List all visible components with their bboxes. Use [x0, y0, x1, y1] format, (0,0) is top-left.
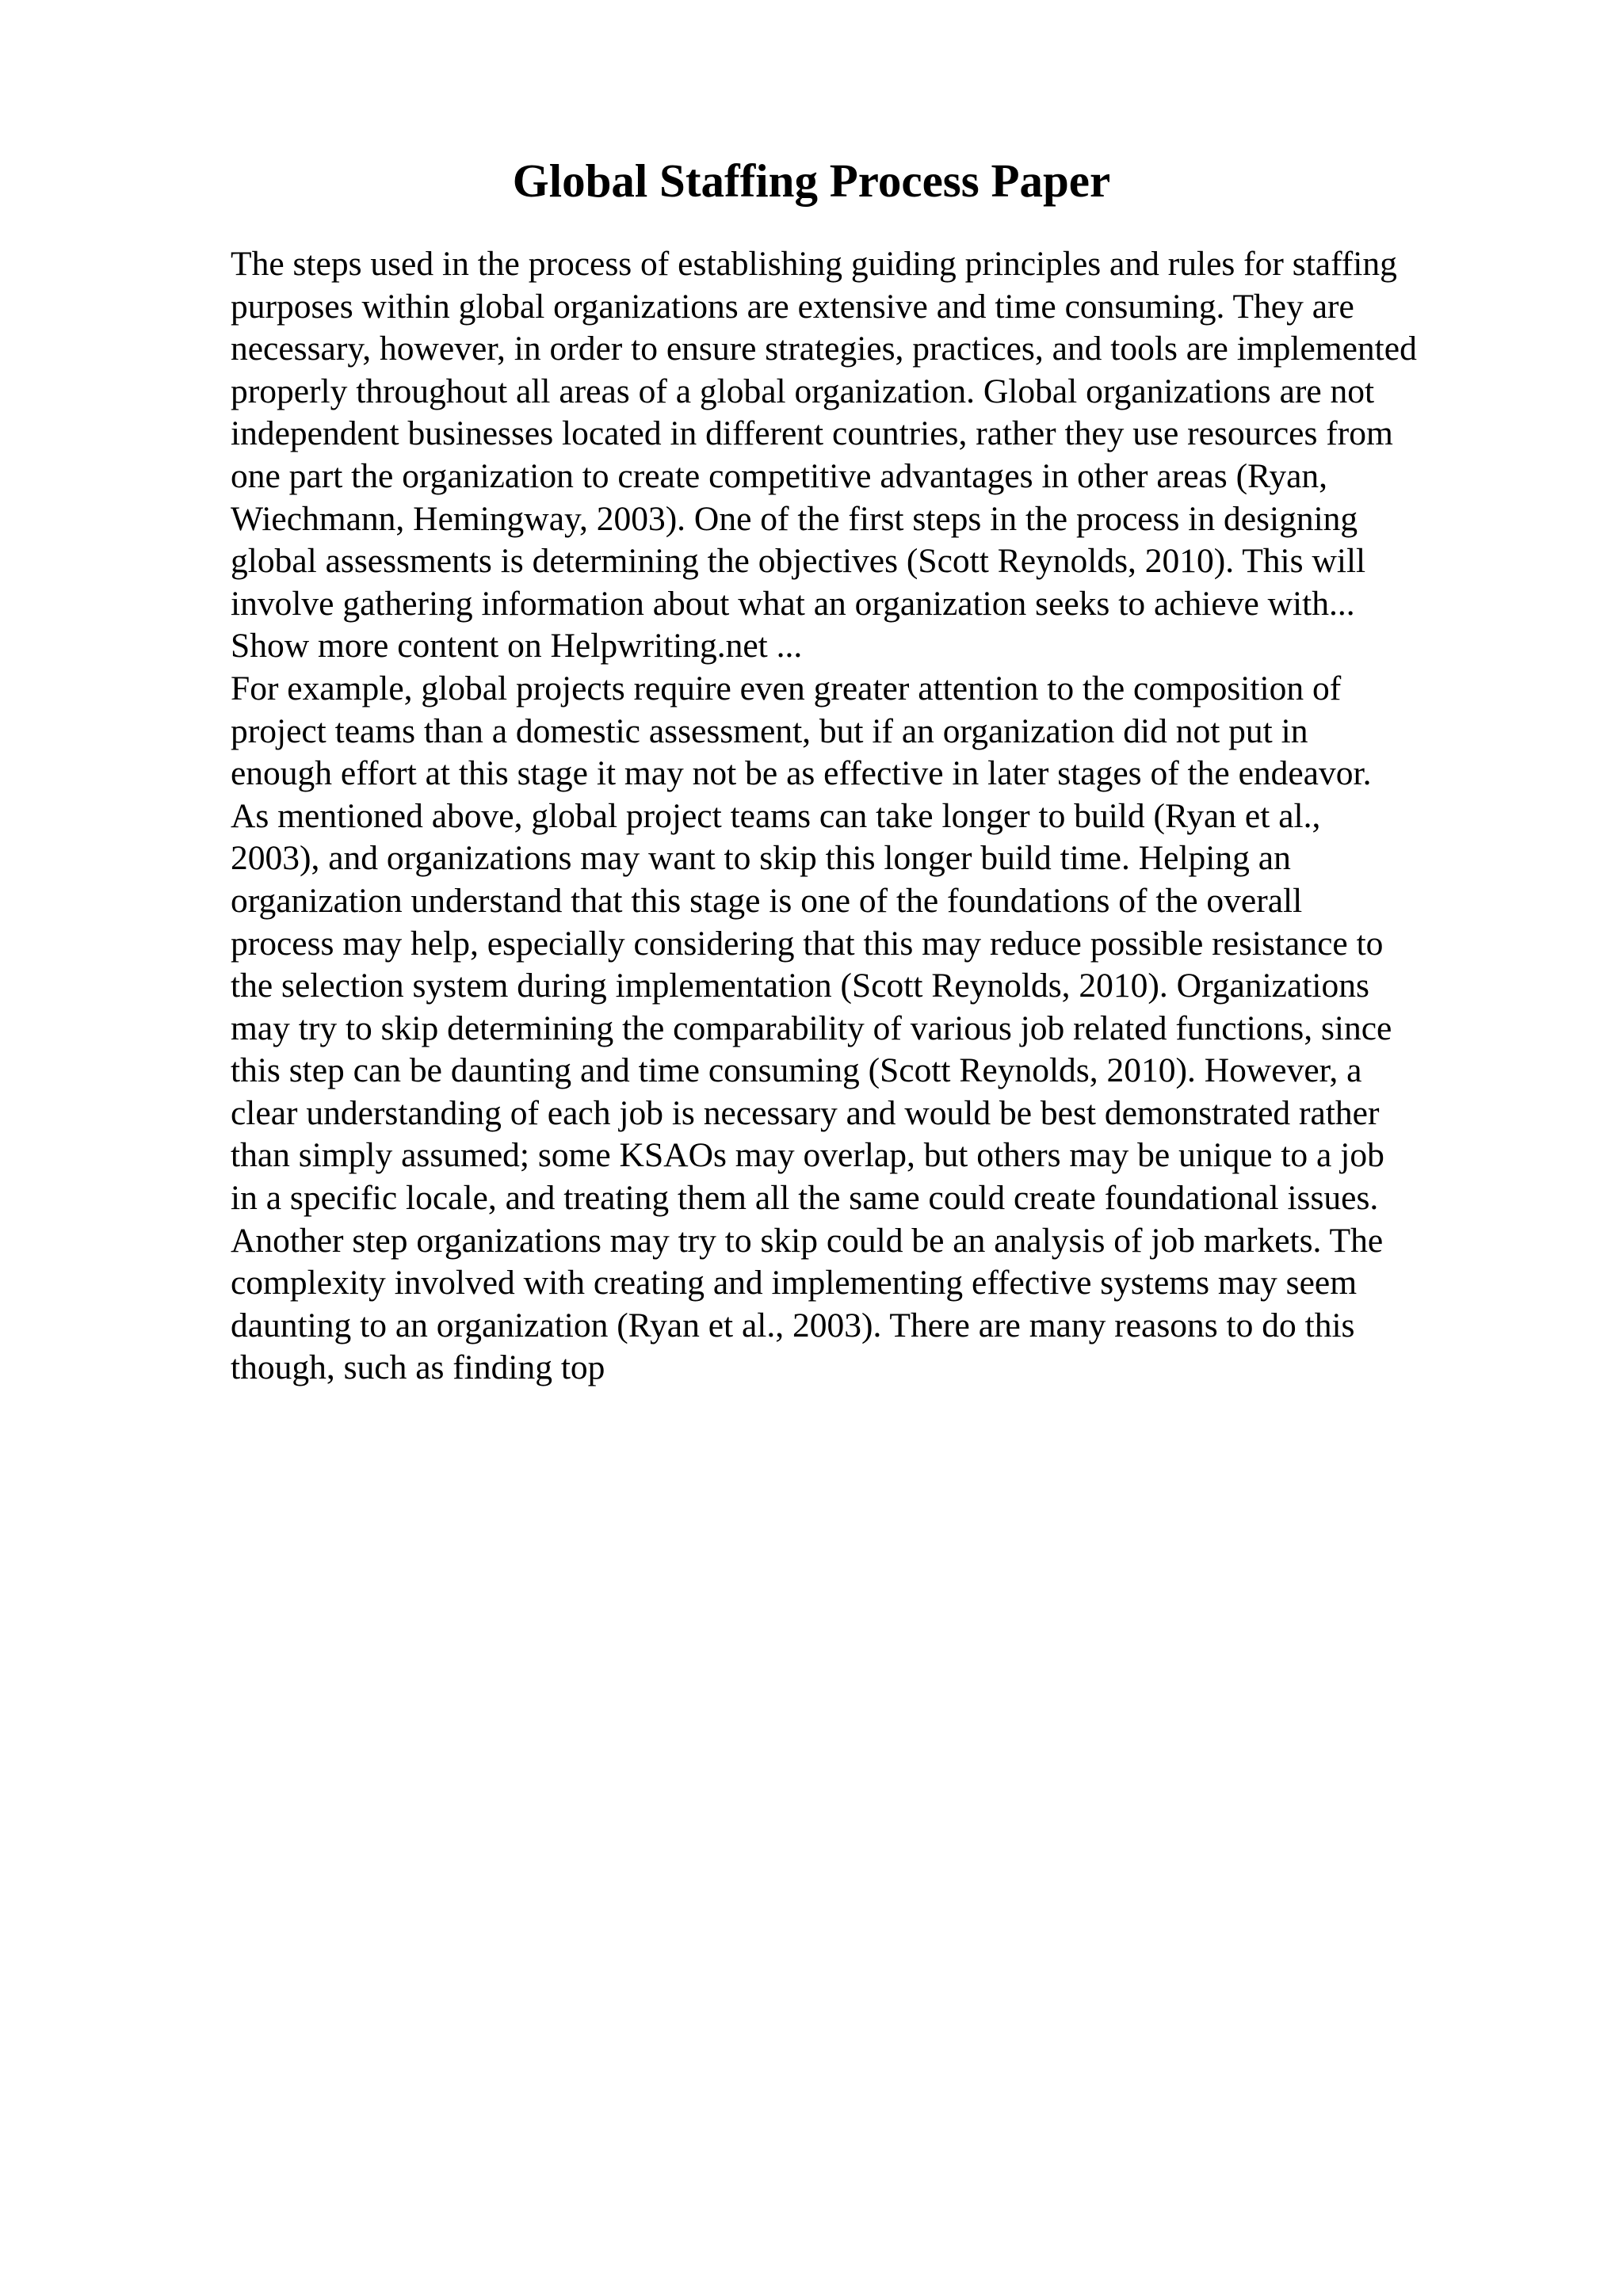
text-line: Wiechmann, Hemingway, 2003). One of the first steps in the process in designing — [231, 499, 1358, 538]
text-line: involve gathering information about what an organization seeks to achieve with... — [231, 584, 1355, 623]
text-line: clear understanding of each job is necessary and would be best demonstrated rather — [231, 1093, 1380, 1132]
text-line: organization understand that this stage is one of the foundations of the overall — [231, 881, 1303, 920]
text-line: 2003), and organizations may want to skip this longer build time. Helping an — [231, 839, 1291, 878]
text-line: properly throughout all areas of a global organization. Global organizations are not — [231, 372, 1375, 410]
show-more-line: Show more content on Helpwriting.net ... — [231, 627, 803, 666]
text-line: The steps used in the process of establishing guiding principles and rules for staffing — [231, 245, 1397, 283]
text-line: process may help, especially considering that this may reduce possible resistance to — [231, 924, 1384, 963]
page-title: Global Staffing Process Paper — [512, 154, 1111, 207]
text-line: though, such as finding top — [231, 1348, 605, 1387]
text-line: purposes within global organizations are extensive and time consuming. They are — [231, 287, 1354, 326]
text-line: As mentioned above, global project teams can take longer to build (Ryan et al., — [231, 796, 1321, 835]
document-body — [231, 243, 1514, 1390]
text-line: Another step organizations may try to skip could be an analysis of job markets. The — [231, 1221, 1384, 1260]
text-line: For example, global projects require even greater attention to the composition of — [231, 669, 1342, 707]
text-line: in a specific locale, and treating them all the same could create foundational issues. — [231, 1179, 1379, 1218]
text-line: enough effort at this stage it may not be as effective in later stages of the endeavor. — [231, 754, 1372, 793]
text-line: independent businesses located in different countries, rather they use resources from — [231, 414, 1393, 453]
text-line: necessary, however, in order to ensure strategies, practices, and tools are implemented — [231, 330, 1417, 368]
text-line: complexity involved with creating and implementing effective systems may seem — [231, 1264, 1358, 1302]
text-line: may try to skip determining the comparability of various job related functions, since — [231, 1009, 1392, 1047]
text-line: this step can be daunting and time consuming (Scott Reynolds, 2010). However, a — [231, 1051, 1362, 1090]
text-line: the selection system during implementation (Scott Reynolds, 2010). Organizations — [231, 967, 1369, 1005]
text-line: project teams than a domestic assessment, but if an organization did not put in — [231, 711, 1308, 750]
text-line: global assessments is determining the objectives (Scott Reynolds, 2010). This will — [231, 542, 1366, 581]
text-line: one part the organization to create competitive advantages in other areas (Ryan, — [231, 456, 1328, 495]
text-line: than simply assumed; some KSAOs may overlap, but others may be unique to a job — [231, 1136, 1384, 1175]
text-line: daunting to an organization (Ryan et al., 2003). There are many reasons to do this — [231, 1306, 1355, 1344]
